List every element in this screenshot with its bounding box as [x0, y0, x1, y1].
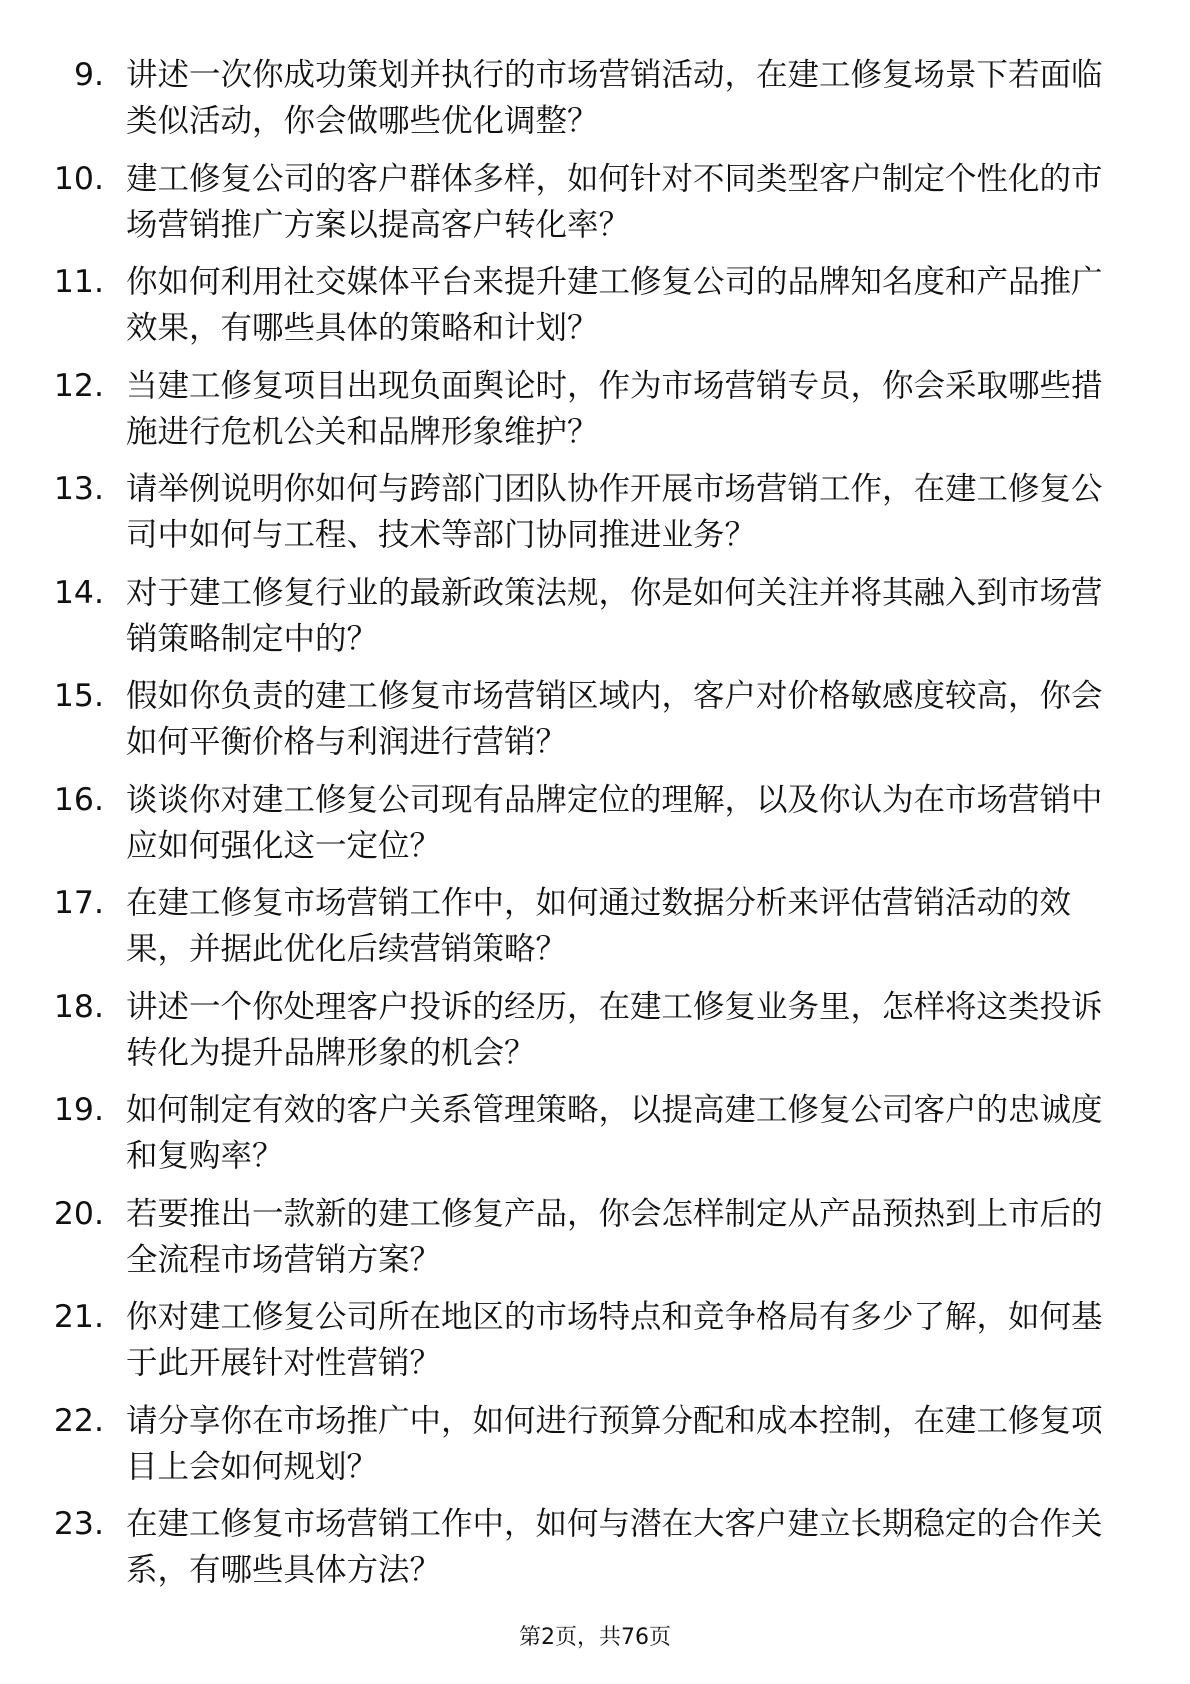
question-item: [0, 1087, 1190, 1191]
question-item: [0, 984, 1190, 1088]
question-text: 请举例说明你如何与跨部门团队协作开展市场营销工作，在建工修复公司中如何与工程、技术等部门协同推进业务？: [126, 471, 1103, 553]
question-number: 15.: [53, 678, 104, 714]
question-number: 16.: [53, 781, 104, 818]
question-item: [0, 880, 1190, 984]
question-text: 如何制定有效的客户关系管理策略，以提高建工修复公司客户的忠诚度和复购率？: [126, 1092, 1103, 1174]
question-item: [0, 1398, 1190, 1502]
question-item: [0, 673, 1190, 777]
question-item: [0, 156, 1190, 260]
question-item: [0, 1501, 1190, 1605]
question-item: [0, 52, 1190, 156]
question-item: [0, 259, 1190, 363]
question-number: 18.: [53, 988, 104, 1025]
page-footer: 第2页，共76页: [519, 1625, 671, 1650]
question-text: 你对建工修复公司所在地区的市场特点和竞争格局有多少了解，如何基于此开展针对性营销？: [126, 1299, 1103, 1381]
question-text: 对于建工修复行业的最新政策法规，你是如何关注并将其融入到市场营销策略制定中的？: [126, 574, 1103, 657]
question-number: 14.: [53, 574, 104, 611]
question-number: 13.: [53, 471, 104, 507]
question-number: 19.: [53, 1092, 104, 1128]
question-list: [0, 52, 1190, 1605]
question-text: 讲述一次你成功策划并执行的市场营销活动，在建工修复场景下若面临类似活动，你会做哪些优化调整？: [126, 57, 1103, 139]
question-number: 12.: [53, 367, 104, 404]
question-item: [0, 1191, 1190, 1295]
question-number: 17.: [53, 885, 104, 921]
question-text: 谈谈你对建工修复公司现有品牌定位的理解，以及你认为在市场营销中应如何强化这一定位？: [126, 781, 1103, 864]
question-number: 10.: [53, 160, 104, 197]
question-text: 在建工修复市场营销工作中，如何与潜在大客户建立长期稳定的合作关系，有哪些具体方法？: [126, 1506, 1103, 1588]
question-text: 你如何利用社交媒体平台来提升建工修复公司的品牌知名度和产品推广效果，有哪些具体的策略和计划？: [126, 264, 1103, 346]
question-number: 11.: [53, 264, 104, 300]
question-item: [0, 570, 1190, 674]
question-text: 假如你负责的建工修复市场营销区域内，客户对价格敏感度较高，你会如何平衡价格与利润进行营销？: [126, 678, 1103, 760]
question-number: 23.: [53, 1506, 104, 1542]
question-number: 22.: [53, 1402, 104, 1439]
question-text: 讲述一个你处理客户投诉的经历，在建工修复业务里，怎样将这类投诉转化为提升品牌形象的机会？: [126, 988, 1103, 1071]
question-item: [0, 466, 1190, 570]
question-number: 9.: [73, 57, 104, 93]
question-item: [0, 1294, 1190, 1398]
question-number: 20.: [53, 1195, 104, 1232]
question-text: 若要推出一款新的建工修复产品，你会怎样制定从产品预热到上市后的全流程市场营销方案？: [126, 1195, 1103, 1278]
question-number: 21.: [53, 1299, 104, 1335]
question-text: 建工修复公司的客户群体多样，如何针对不同类型客户制定个性化的市场营销推广方案以提高客户转化率？: [126, 160, 1103, 243]
question-item: [0, 363, 1190, 467]
question-item: [0, 777, 1190, 881]
question-text: 在建工修复市场营销工作中，如何通过数据分析来评估营销活动的效果，并据此优化后续营销策略？: [126, 885, 1072, 967]
question-text: 请分享你在市场推广中，如何进行预算分配和成本控制，在建工修复项目上会如何规划？: [126, 1402, 1103, 1485]
question-text: 当建工修复项目出现负面舆论时，作为市场营销专员，你会采取哪些措施进行危机公关和品牌形象维护？: [126, 367, 1103, 450]
